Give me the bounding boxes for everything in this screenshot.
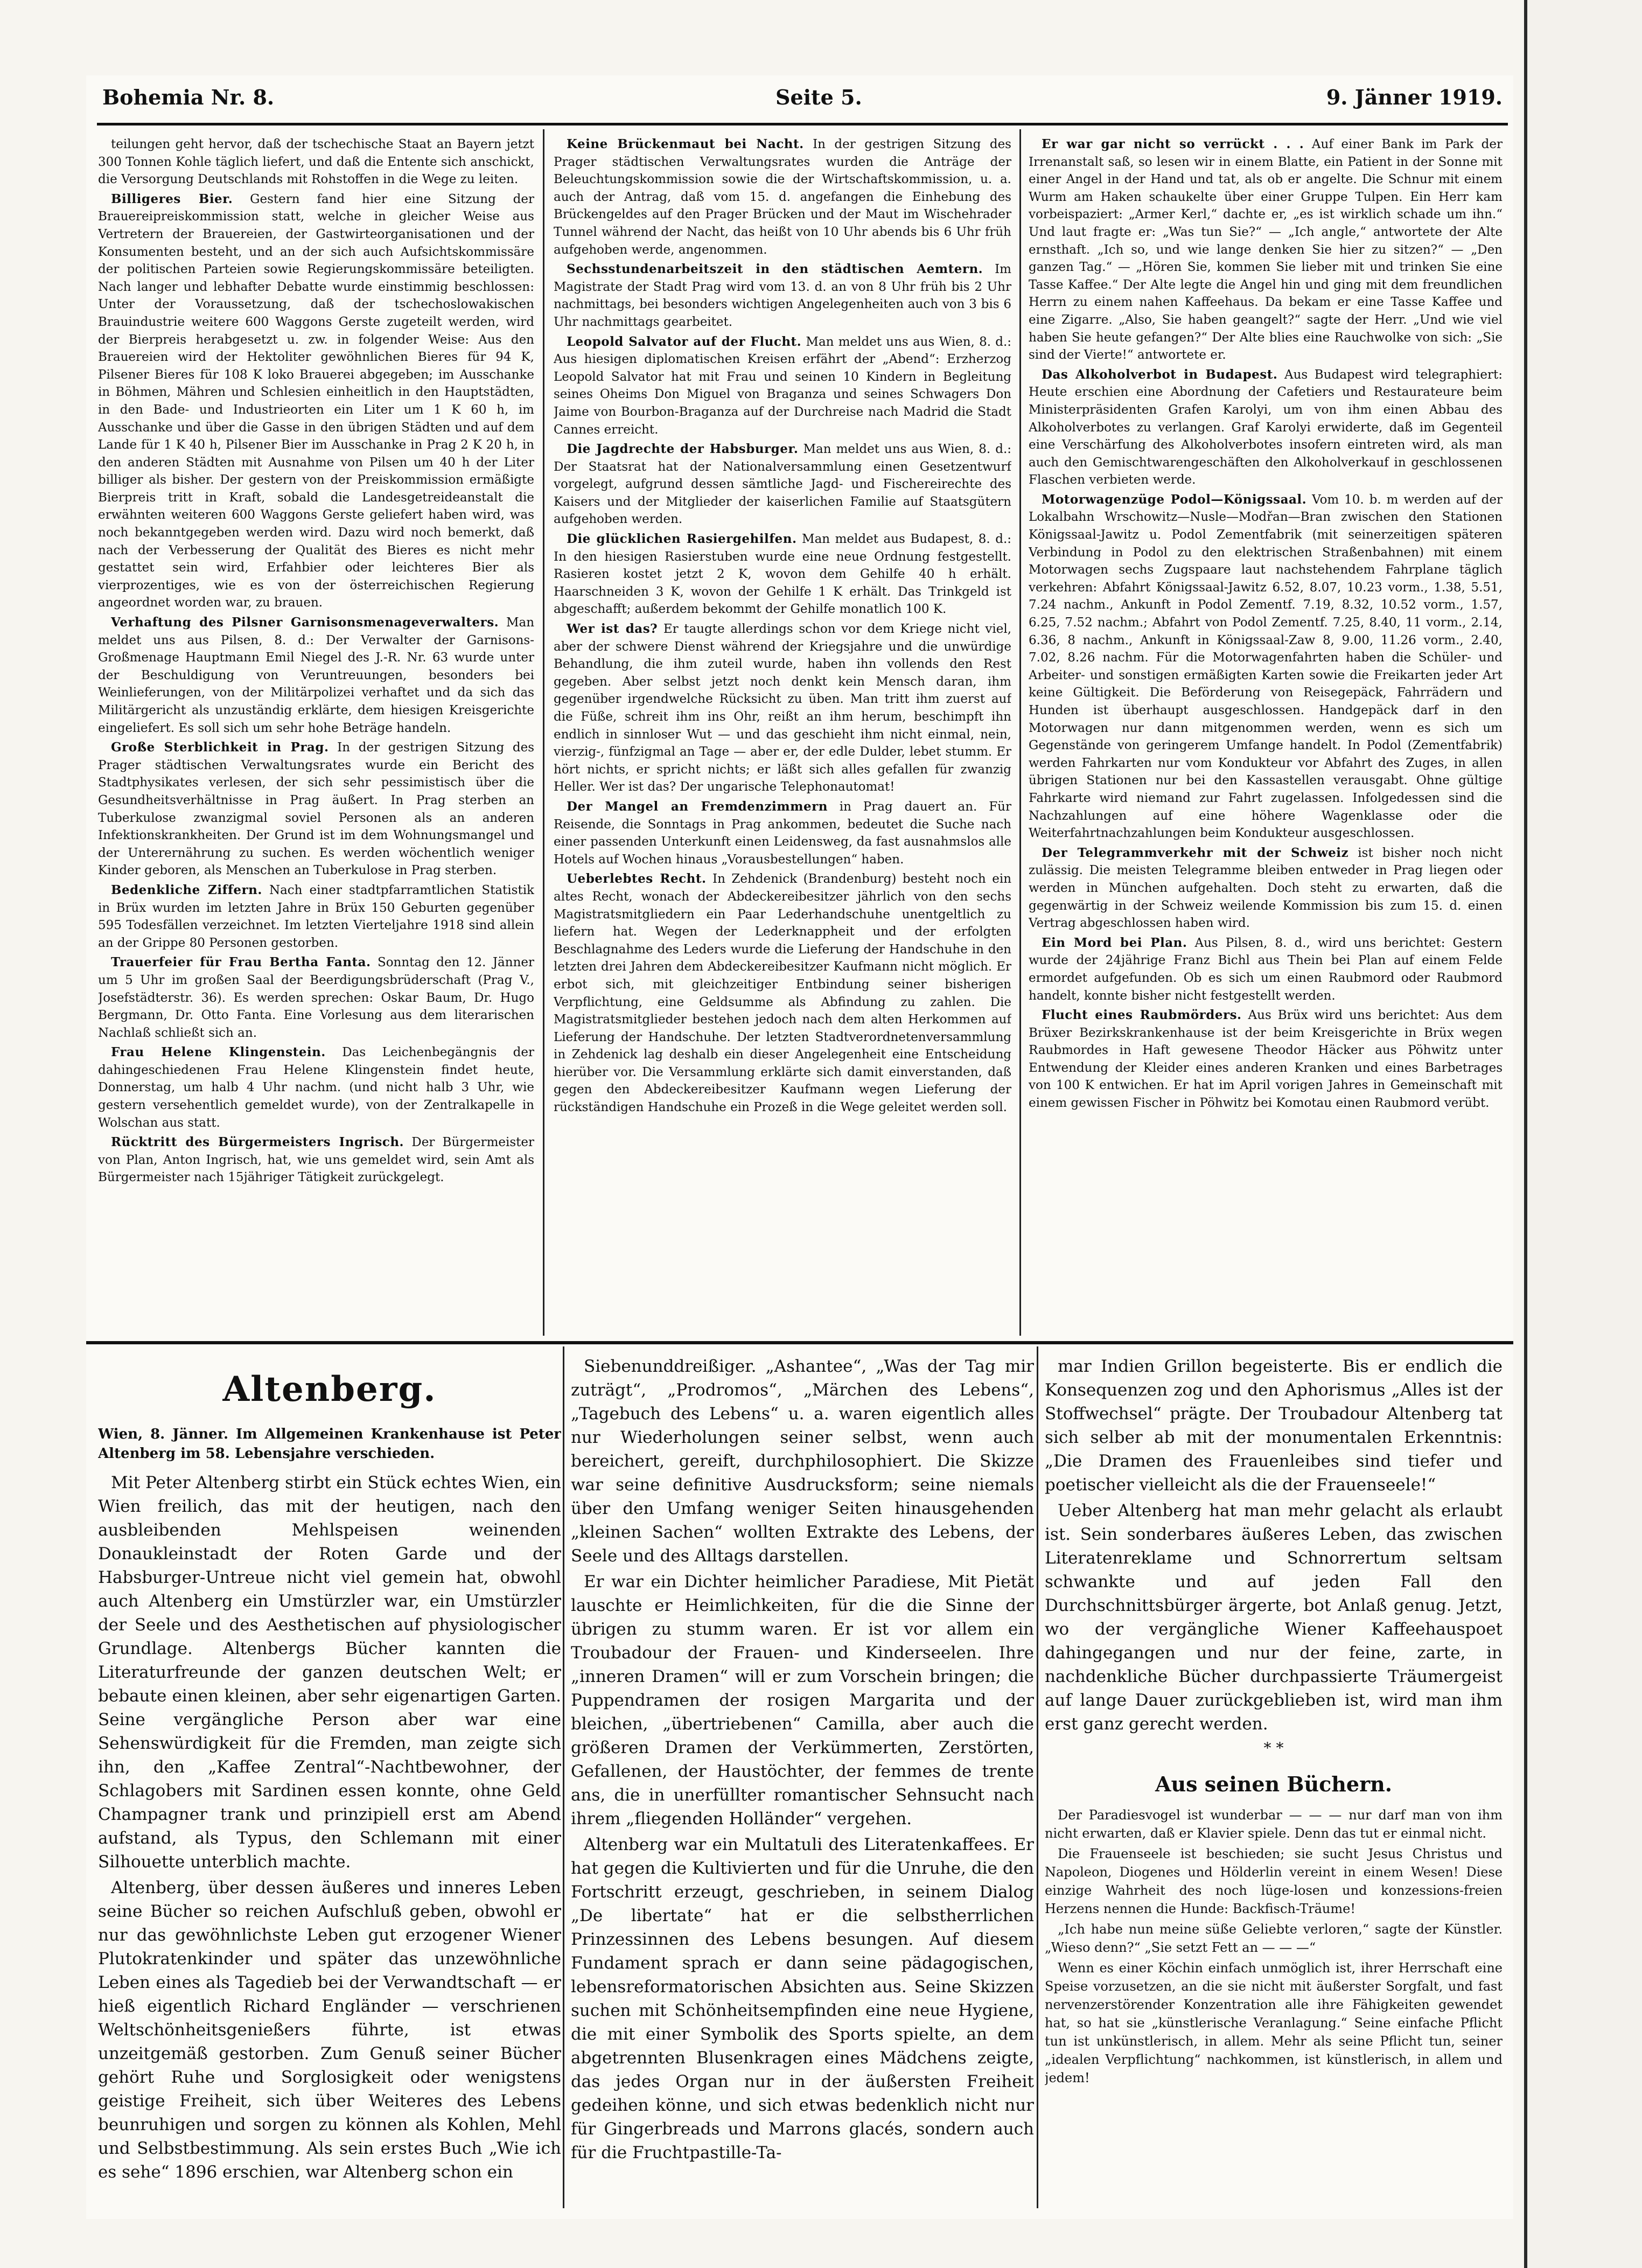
feuilleton-column-1	[98, 1355, 561, 2216]
news-item-text: Man meldet uns aus Wien, 8. d.: Der Staatsrat hat der Nationalversammlung einen Gesetzentwurf vorgelegt, aufgrund dessen sämtliche Jagd- und Fischereirechte des Kaisers und der Mitglieder der kaiserlichen Familie auf Staatsgütern aufgehoben werden.	[554, 442, 1011, 527]
news-item-text: Aus Pilsen, 8. d., wird uns berichtet: Gestern wurde der 24jährige Franz Bichl aus Thein bei Plan auf einem Felde ermordet aufgefunden. Ob es sich um einen Raubmord oder Raubmord handelt, konnte bisher nicht festgestellt werden.	[1029, 936, 1503, 1003]
paragraph: Die Frauenseele ist beschieden; sie sucht Jesus Christus und Napoleon, Diogenes und Hölderlin vereint in einem Wesen! Diese einzige Wahrheit des noch lüge-losen und konzessions-freien Herzens nennen die Hunde: Backfisch-Träume!	[1045, 1846, 1503, 1916]
news-item-text: Aus Budapest wird telegraphiert: Heute erschien eine Abordnung der Cafetiers und Restaurateure beim Ministerpräsidenten Grafen Karolyi, um von ihm einen Abbau des Alkoholverbotes zu verlangen. Graf Karolyi erwiderte, daß im Gegenteil eine Verschärfung des Alkoholverbotes insofern eintreten wird, als man auch den Gemischtwarengeschäften den Alkoholverkauf in geschlossenen Flaschen verbieten werde.	[1029, 367, 1503, 487]
header-rule	[97, 123, 1508, 125]
news-item-text: Man meldet uns aus Wien, 8. d.: Aus hiesigen diplomatischen Kreisen erfährt der „Abend“: Erzherzog Leopold Salvator hat mit Frau und seinen 10 Kindern in Begleitung seines Oheims Don Miguel von Braganza und seines Schwagers Don Jaime von Bourbon-Braganza auf der Durchreise nach Madrid die Stadt Cannes erreicht.	[554, 334, 1011, 437]
paragraph: Er war ein Dichter heimlicher Paradiese, Mit Pietät lauschte er Heimlichkeiten, für die die Sinne der übrigen zu stumm waren. Er ist vor allem ein Troubadour der Frauen- und Kinderseelen. Ihre „inneren Dramen“ will er zum Vorschein bringen; die Puppendramen der rosigen Margarita und der bleichen, „übertriebenen“ Camilla, aber auch die größeren Dramen der Verkümmerten, Zerstörten, Gefallenen, der Haustöchter, der femmes de trente ans, die in unerfüllter romantischer Sehnsucht nach ihrem „fliegenden Holländer“ vergehen.	[571, 1572, 1034, 1829]
news-item-text: In der gestrigen Sitzung des Prager städtischen Verwaltungsrates wurden die Anträge der Beleuchtungskommission sowie die der Wirtschaftskommission, u. a. auch der Antrag, daß vom 15. d. angefangen die Einhebung des Brückengeldes auf den Prager Brücken und der Maut im Wischehrader Tunnel während der Nacht, das heißt von 10 Uhr abends bis 6 Uhr früh aufgehoben werde, angenommen.	[554, 137, 1011, 257]
news-item-headline: Ueberlebtes Recht.	[567, 871, 707, 887]
news-item-headline: Sechsstundenarbeitszeit in den städtischen Aemtern.	[567, 262, 983, 277]
running-head	[86, 75, 1513, 118]
news-item-headline: Die Jagdrechte der Habsburger.	[567, 442, 799, 457]
paragraph: Ueber Altenberg hat man mehr gelacht als erlaubt ist. Sein sonderbares äußeres Leben, das zwischen Literatenreklame und Schnorrertum seltsam schwankte und auf jeden Fall den Durchschnittsbürger ärgerte, bot Anlaß genug. Jetzt, wo der vergängliche Wiener Kaffeehauspoet dahingegangen und nur der feine, zarte, in nachdenkliche Bücher durchpassierte Träumergeist auf lange Dauer zurückgeblieben ist, wird man ihm erst ganz gerecht werden.	[1045, 1501, 1503, 1734]
page-edge	[1524, 0, 1642, 2268]
news-item	[1029, 136, 1503, 364]
article-lead: Wien, 8. Jänner. Im Allgemeinen Krankenhause ist Peter Altenberg im 58. Lebensjahre verschieden.	[98, 1426, 561, 1462]
news-item	[98, 191, 534, 612]
news-item-headline: Er war gar nicht so verrückt . . .	[1042, 137, 1304, 151]
news-item-text: Der Bürgermeister von Plan, Anton Ingrisch, hat, wie uns gemeldet wird, sein Amt als Bürgermeister nach 15jähriger Tätigkeit zurückgelegt.	[98, 1135, 534, 1185]
paragraph: „Ich habe nun meine süße Geliebte verloren,“ sagte der Künstler. „Wieso denn?“ „Sie setzt Fett an — — —“	[1045, 1922, 1503, 1955]
news-item-text: Im Magistrate der Stadt Prag wird vom 13. d. an von 8 Uhr früh bis 2 Uhr nachmittags, bei besonders wichtigen Angelegenheiten auch von 3 bis 6 Uhr nachmittags gearbeitet.	[554, 262, 1011, 329]
news-item	[98, 1134, 534, 1187]
news-item	[98, 954, 534, 1042]
news-item-headline: Große Sterblichkeit in Prag.	[111, 740, 329, 755]
news-item-text: Auf einer Bank im Park der Irrenanstalt saß, so lesen wir in einem Blatte, ein Patient in der Sonne mit einer Angel in der Hand und tat, als ob er angelte. Die Schnur mit einem Wurm am Haken schaukelte über einer Gruppe Tulpen. Ein Herr kam vorbeispaziert: „Armer Kerl,“ dachte er, „es ist wirklich schade um ihn.“ Und laut fragte er: „Was tun Sie?“ — „Ich angle,“ antwortete der Alte ernsthaft. „Ich so, und wie lange denken Sie hier zu sitzen?“ — „Den ganzen Tag.“ — „Hören Sie, kommen Sie lieber mit und trinken Sie eine Tasse Kaffee.“ Der Alte legte die Angel hin und ging mit dem freundlichen Herrn zu einem nahen Kaffeehaus. Da bekam er eine Tasse Kaffee und eine Zigarre. „Also, Sie haben geangelt?“ sagte der Herr. „Und wie viel haben Sie heute gefangen?“ Der Alte blies eine Rauchwolke von sich: „Sie sind der Vierte!“ antwortete er.	[1029, 137, 1503, 362]
news-item-text: Nach einer stadtpfarramtlichen Statistik in Brüx wurden im letzten Jahre in Brüx 150 Geburten gegenüber 595 Todesfällen verzeichnet. Im letzten Vierteljahre 1918 sind allein an der Grippe 80 Personen gestorben.	[98, 883, 534, 950]
news-item	[1029, 366, 1503, 489]
column-divider	[543, 129, 544, 1336]
news-item-headline: Leopold Salvator auf der Flucht.	[567, 334, 802, 349]
news-item-text: Vom 10. b. m werden auf der Lokalbahn Wrschowitz—Nusle—Modřan—Bran zwischen den Stationen Königssaal-Jawitz u. Podol Zementfabrik (mit seinerzeitigen späteren Verbindung in Podol zu den elektrischen Straßenbahnen) mit einem Motorwagen sechs Zugspaare laut nachstehendem Fahrplane täglich verkehren: Abfahrt Königssaal-Jawitz 6.52, 8.07, 10.23 vorm., 1.38, 5.51, 7.24 nachm., Ankunft in Podol Zementf. 7.19, 8.32, 10.52 vorm., 1.57, 6.25, 7.52 nachm.; Abfahrt von Podol Zementf. 7.25, 8.40, 11 vorm., 2.14, 6.36, 8 nachm., Ankunft in Königssaal-Zaw 8, 9.00, 11.26 vorm., 2.40, 7.02, 8.26 nachm. Für die Motorwagenfahrten haben die Schüler- und Arbeiter- und sonstigen ermäßigten Karten sowie die Freikarten jeder Art keine Gültigkeit. Die Beförderung von Reisegepäck, Fahrrädern und Hunden ist überhaupt ausgeschlossen. Handgepäck darf in den Motorwagen nur dann mitgenommen werden, wenn es sich um Gegenstände von geringerem Umfange handelt. In Podol (Zementfabrik) werden Fahrkarten nur vom Kondukteur vor Abfahrt des Zuges, in allen übrigen Stationen nur bei den Kassastellen verausgabt. Ohne gültige Fahrkarte wird niemand zur Fahrt zugelassen. Infolgedessen sind die Nachzahlungen auf eine höhere Wagenklasse oder die Weiterfahrtnachzahlungen beim Kondukteur ausgeschlossen.	[1029, 492, 1503, 841]
masthead-issue: Bohemia Nr. 8.	[102, 85, 275, 109]
quotes-subhead: Aus seinen Büchern.	[1155, 1772, 1392, 1796]
news-item-headline: Das Alkoholverbot in Budapest.	[1042, 367, 1278, 382]
news-item-text: ist bisher noch nicht zulässig. Die meisten Telegramme bleiben entweder in Prag liegen oder werden in München aufgehalten. Doch steht zu erwarten, daß die gegenwärtig in der Schweiz weilende Kommission bis zum 15. d. einen Vertrag abgeschlossen haben wird.	[1029, 846, 1503, 931]
news-item-headline: Motorwagenzüge Podol—Königssaal.	[1042, 492, 1307, 507]
paragraph: Der Paradiesvogel ist wunderbar — — — nur darf man von ihm nicht erwarten, daß er Klavier spiele. Denn das tut er einmal nicht.	[1045, 1808, 1503, 1841]
news-item	[554, 441, 1011, 528]
news-item	[98, 614, 534, 737]
news-item-text: Sonntag den 12. Jänner um 5 Uhr im großen Saal der Beerdigungsbrüderschaft (Prag V., Josefstädterstr. 36). Es werden sprechen: Oskar Baum, Dr. Hugo Bergmann, Dr. Otto Fanta. Eine Vorlesung aus dem literarischen Nachlaß schließt sich an.	[98, 955, 534, 1040]
news-item	[98, 882, 534, 952]
news-item-text: Er taugte allerdings schon vor dem Kriege nicht viel, aber der schwere Dienst während der Kriegsjahre und die unwürdige Behandlung, die ihm zuteil wurde, haben ihn vollends den Rest gegeben. Aber selbst jetzt noch denkt kein Mensch daran, ihm gegenüber irgendwelche Rücksicht zu üben. Man tritt ihm zuerst auf die Füße, schreit ihm ins Ohr, reißt an ihm herum, beschimpft ihn endlich in sinnloser Wut — und das geschieht ihm nicht einmal, nein, vierzig-, fünfzigmal an Tage — aber er, der edle Dulder, lebet stumm. Er hört nichts, er spricht nichts; er läßt sich alles gefallen für zwanzig Heller. Wer ist das? Der ungarische Telephonautomat!	[554, 622, 1011, 794]
news-item-headline: Der Telegrammverkehr mit der Schweiz	[1042, 845, 1349, 860]
separator: * *	[1263, 1739, 1284, 1757]
news-item-headline: Der Mangel an Fremdenzimmern	[567, 799, 828, 814]
news-item-text: Gestern fand hier eine Sitzung der Brauereipreiskommission statt, welche in gleicher Weise aus Vertretern der Brauereien, der Gastwirteorganisationen und der Konsumenten besteht, und an der sich auch Aufsichtskommissäre der politischen Parteien sowie Regierungskommissäre beteiligten. Nach langer und lebhafter Debatte wurde einstimmig beschlossen: Unter der Voraussetzung, daß der tschechoslowakischen Brauindustrie weitere 600 Waggons Gerste zugeteilt werden, wird der Bierpreis herabgesetzt u. zw. in folgender Weise: Aus den Brauereien wird der Hektoliter gewöhnlichen Bieres für 94 K, Pilsener Bieres für 108 K loko Brauerei abgegeben; im Ausschanke in Böhmen, Mähren und Schlesien einheitlich in den Hauptstädten, in den Bade- und Industrieorten ein Liter um 1 K 60 h, im Ausschanke und über die Gasse in den übrigen Städten und auf dem Lande für 1 K 40 h, Pilsener Bier im Ausschanke in Prag 2 K 20 h, in den anderen Städten mit Ausnahme von Pilsen um 40 h der Liter billiger als bisher. Der gestern von der Preiskommission ermäßigte Bierpreis tritt in Kraft, sobald die Landesgetreideanstalt die erwähnten weiteren 600 Waggons Gerste geliefert haben wird, was noch bekanntgegeben werden wird. Dazu wird noch bemerkt, daß nach der Verbesserung der Qualität des Bieres es nicht mehr gestattet sein wird, Erfahbier oder leichteres Bier als vierprozentiges, wie es von der österreichischen Regierung angeordnet worden war, zu brauen.	[98, 192, 534, 610]
issue-date: 9. Jänner 1919.	[1326, 85, 1503, 109]
upper-column-1	[98, 136, 534, 1334]
news-item	[554, 798, 1011, 868]
paragraph: mar Indien Grillon begeisterte. Bis er endlich die Konsequenzen zog und den Aphorismus „Alles ist der Stoffwechsel“ prägte. Der Troubadour Altenberg tat sich selber ab mit der monumentalen Erkenntnis: „Die Dramen des Frauenleibes sind tiefer und poetischer vielleicht als die der Frauenseele!“	[1045, 1357, 1503, 1495]
article-title: Altenberg.	[222, 1369, 437, 1409]
newspaper-page	[86, 75, 1513, 2219]
news-item	[554, 261, 1011, 331]
upper-column-2	[554, 136, 1011, 1334]
news-item	[554, 333, 1011, 439]
news-item-headline: Trauerfeier für Frau Bertha Fanta.	[111, 955, 371, 970]
news-item-headline: Flucht eines Raubmörders.	[1042, 1008, 1242, 1023]
news-item-headline: Ein Mord bei Plan.	[1042, 935, 1187, 950]
paragraph: Altenberg war ein Multatuli des Literatenkaffees. Er hat gegen die Kultivierten und für die Unruhe, die den Fortschritt erzeugt, geschrieben, in seinem Dialog „De libertate“ hat er die selbstherrlichen Prinzessinnen des Lebens besungen. Auf diesem Fundament sprach er dann seine pädagogischen, lebensreformatorischen Absichten aus. Seine Skizzen suchen mit Schönheitsempfinden eine neue Hygiene, die mit einer Symbolik des Sports spielte, an dem abgetrennten Blusenkragen eines Mädchens zeigte, das jedes Organ nur in der äußersten Freiheit gedeihen könne, und sich etwas bedenklich nicht nur für Gingerbreads und Marrons glacés, sondern auch für die Fruchtpastille-Ta-	[571, 1835, 1034, 2162]
news-item-text: Man meldet uns aus Pilsen, 8. d.: Der Verwalter der Garnisons-Großmenage Hauptmann Emil Niegel des J.-R. Nr. 63 wurde unter der Beschuldigung von Veruntreuungen, besonders bei Weinlieferungen, von der Militärpolizei verhaftet und da sich das Militärgericht als unzuständig erklärte, dem hiesigen Kreisgerichte eingeliefert. Es soll sich um sehr hohe Beträge handeln.	[98, 616, 534, 735]
news-item-text: In der gestrigen Sitzung des Prager städtischen Verwaltungsrates wurde ein Bericht des Stadtphysikates verlesen, der sich sehr pessimistisch über die Gesundheitsverhältnisse in Prag äußert. In Prag sterben an Tuberkulose zwanzigmal soviel Personen als an anderen Infektionskrankheiten. Der Grund ist im dem Wohnungsmangel und der Unterernährung zu suchen. Es werden wöchentlich weniger Kinder geboren, als Menschen an Tuberkulose in Prag sterben.	[98, 741, 534, 878]
news-item	[554, 531, 1011, 618]
news-item-headline: Rücktritt des Bürgermeisters Ingrisch.	[111, 1135, 404, 1150]
news-item	[1029, 491, 1503, 842]
news-item-text: Aus Brüx wird uns berichtet: Aus dem Brüxer Bezirkskrankenhause ist der beim Kreisgerichte in Brüx wegen Raubmordes in Haft gewesene Theodor Häcker aus Pöhwitz unter Entwendung der Kleider eines anderen Kranken und eines Barbetrages von 100 K entwichen. Er hat im April vorigen Jahres in Gemeinschaft mit einem gewissen Fischer in Pöhwitz bei Komotau einen Raubmord verübt.	[1029, 1008, 1503, 1111]
paragraph: Altenberg, über dessen äußeres und inneres Leben seine Bücher so reichen Aufschluß geben, obwohl er nur das gewöhnlichste Leben gut erzogener Wiener Plutokratenkinder und später das unzewöhnliche Leben eines als Tagedieb bei der Verwandtschaft — er hieß eigentlich Richard Engländer — verschrienen Weltschönheitsgenießers führte, ist etwas unzeitgemäß gestorben. Zum Genuß seiner Bücher gehört Ruhe und Sorglosigkeit oder wenigstens geistige Freiheit, sich über Weiteres des Lebens beunruhigen und sorgen zu können als Kohlen, Mehl und Selbstbestimmung. Als sein erstes Buch „Wie ich es sehe“ 1896 erschien, war Altenberg schon ein	[98, 1878, 561, 2182]
news-item-headline: Die glücklichen Rasiergehilfen.	[567, 532, 797, 547]
news-item-headline: Billigeres Bier.	[111, 191, 233, 206]
column-divider	[1019, 129, 1021, 1336]
news-item	[1029, 934, 1503, 1004]
paragraph: Mit Peter Altenberg stirbt ein Stück echtes Wien, ein Wien freilich, das mit der heutigen, nach den ausbleibenden Mehlspeisen weinenden Donaukleinstadt der Roten Garde und der Habsburger-Untreue nicht viel gemein hat, obwohl auch Altenberg ein Umstürzler war, ein Umstürzler der Seele und des Aesthetischen auf physiologischer Grundlage. Altenbergs Bücher kannten die Literaturfreunde der ganzen deutschen Welt; er bebaute einen kleinen, aber sehr eigenartigen Garten. Seine vergängliche Person aber war eine Sehenswürdigkeit für die Fremden, man zeigte sich ihn, den „Kaffee Zentral“-Nachtbewohner, der Schlagobers mit Sardinen essen konnte, ohne Geld Champagner trank und prinzipiell erst am Abend aufstand, als Typus, den Schlemann mit einer Silhouette unterblich machte.	[98, 1473, 561, 1872]
column-divider	[563, 1346, 564, 2208]
feuilleton-column-3	[1045, 1355, 1503, 2216]
paragraph: Siebenunddreißiger. „Ashantee“, „Was der Tag mir zuträgt“, „Prodromos“, „Märchen des Lebens“, „Tagebuch des Lebens“ u. a. waren eigentlich alles nur Wiederholungen seiner selbst, wenn auch bereichert, gereift, durchphilosophiert. Die Skizze war seine definitive Ausdrucksform; seine niemals über den Umfang weniger Seiten hinausgehenden „kleinen Sachen“ wollten Extrakte des Lebens, der Seele und des Alltags darstellen.	[571, 1357, 1034, 1566]
news-item	[98, 1044, 534, 1132]
upper-column-3	[1029, 136, 1503, 1334]
news-item	[554, 870, 1011, 1116]
news-item-headline: Frau Helene Klingenstein.	[111, 1045, 326, 1060]
feuilleton-column-2	[571, 1355, 1034, 2216]
news-item-headline: Bedenkliche Ziffern.	[111, 882, 262, 897]
news-item-headline: Verhaftung des Pilsner Garnisonsmenageverwalters.	[111, 615, 499, 630]
news-item-text: teilungen geht hervor, daß der tschechische Staat an Bayern jetzt 300 Tonnen Kohle täglich liefert, und daß die Entente sich anschickt, die Versorgung Deutschlands mit Rohstoffen in die Wege zu leiten.	[98, 137, 534, 187]
news-item-text: in Prag dauert an. Für Reisende, die Sonntags in Prag ankommen, bedeutet die Suche nach einer passenden Unterkunft einen Leidensweg, da fast ausnahmslos alle Hotels auf Wochen hinaus „Vorausbestellungen“ haben.	[554, 799, 1011, 867]
news-item-headline: Wer ist das?	[567, 622, 658, 637]
news-item	[1029, 845, 1503, 932]
news-item	[1029, 1007, 1503, 1112]
paragraph: Wenn es einer Köchin einfach unmöglich ist, ihrer Herrschaft eine Speise vorzusetzen, an die sie nicht mit äußerster Sorgfalt, und fast nervenzerstörender Konzentration alle ihre Fähigkeiten gewendet hat, so hat sie „künstlerische Veranlagung.“ Seine einfache Pflicht tun ist unkünstlerisch, in allem. Mehr als seine Pflicht tun, seiner „idealen Verpflichtung“ nachkommen, ist künstlerisch, in allem und jedem!	[1045, 1960, 1503, 2085]
news-item-text: In Zehdenick (Brandenburg) besteht noch ein altes Recht, wonach der Abdeckereibesitzer jährlich von den sechs Magistratsmitgliedern ein Paar Lederhandschuhe unentgeltlich zu liefern hat. Wegen der Lederknappheit und der erfolgten Beschlagnahme des Leders wurde die Lieferung der Handschuhe in den letzten drei Jahren dem Abdeckereibesitzer Kaufmann nicht möglich. Er erbot sich, mit gleichzeitiger Entbindung seiner bisherigen Verpflichtung, eine Geldsumme als Abfindung zu zahlen. Die Magistratsmitglieder bestehen jedoch nach dem alten Herkommen auf Lieferung der Handschuhe. Der letzten Stadtverordnetenversammlung in Zehdenick lag deshalb ein dieser Angelegenheit eine Entscheidung hierüber vor. Die Versammlung erklärte sich damit einverstanden, daß gegen den Abdeckereibesitzer Kaufmann wegen Lieferung der rückständigen Handschuhe ein Prozeß in die Wege geleitet werden soll.	[554, 872, 1011, 1115]
column-divider	[1037, 1346, 1038, 2208]
news-item-text: Man meldet aus Budapest, 8. d.: In den hiesigen Rasierstuben wurde eine neue Ordnung festgestellt. Rasieren kostet jetzt 2 K, wovon dem Gehilfe 40 h erhält. Haarschneiden 3 K, wovon der Gehilfe 1 K erhält. Das Trinkgeld ist abgeschafft; außerdem bekommt der Gehilfe monatlich 100 K.	[554, 532, 1011, 617]
news-item-headline: Keine Brückenmaut bei Nacht.	[567, 137, 804, 151]
news-item-text: Das Leichenbegängnis der dahingeschiedenen Frau Helene Klingenstein findet heute, Donnerstag, um halb 4 Uhr nachm. (und nicht halb 3 Uhr, wie gestern versehentlich gemeldet wurde), von der Zentralkapelle in Wolschan aus statt.	[98, 1045, 534, 1130]
page-number: Seite 5.	[775, 85, 862, 109]
section-rule	[86, 1341, 1513, 1344]
news-item	[554, 620, 1011, 796]
news-item	[554, 136, 1011, 259]
news-item	[98, 739, 534, 880]
news-item	[98, 136, 534, 189]
